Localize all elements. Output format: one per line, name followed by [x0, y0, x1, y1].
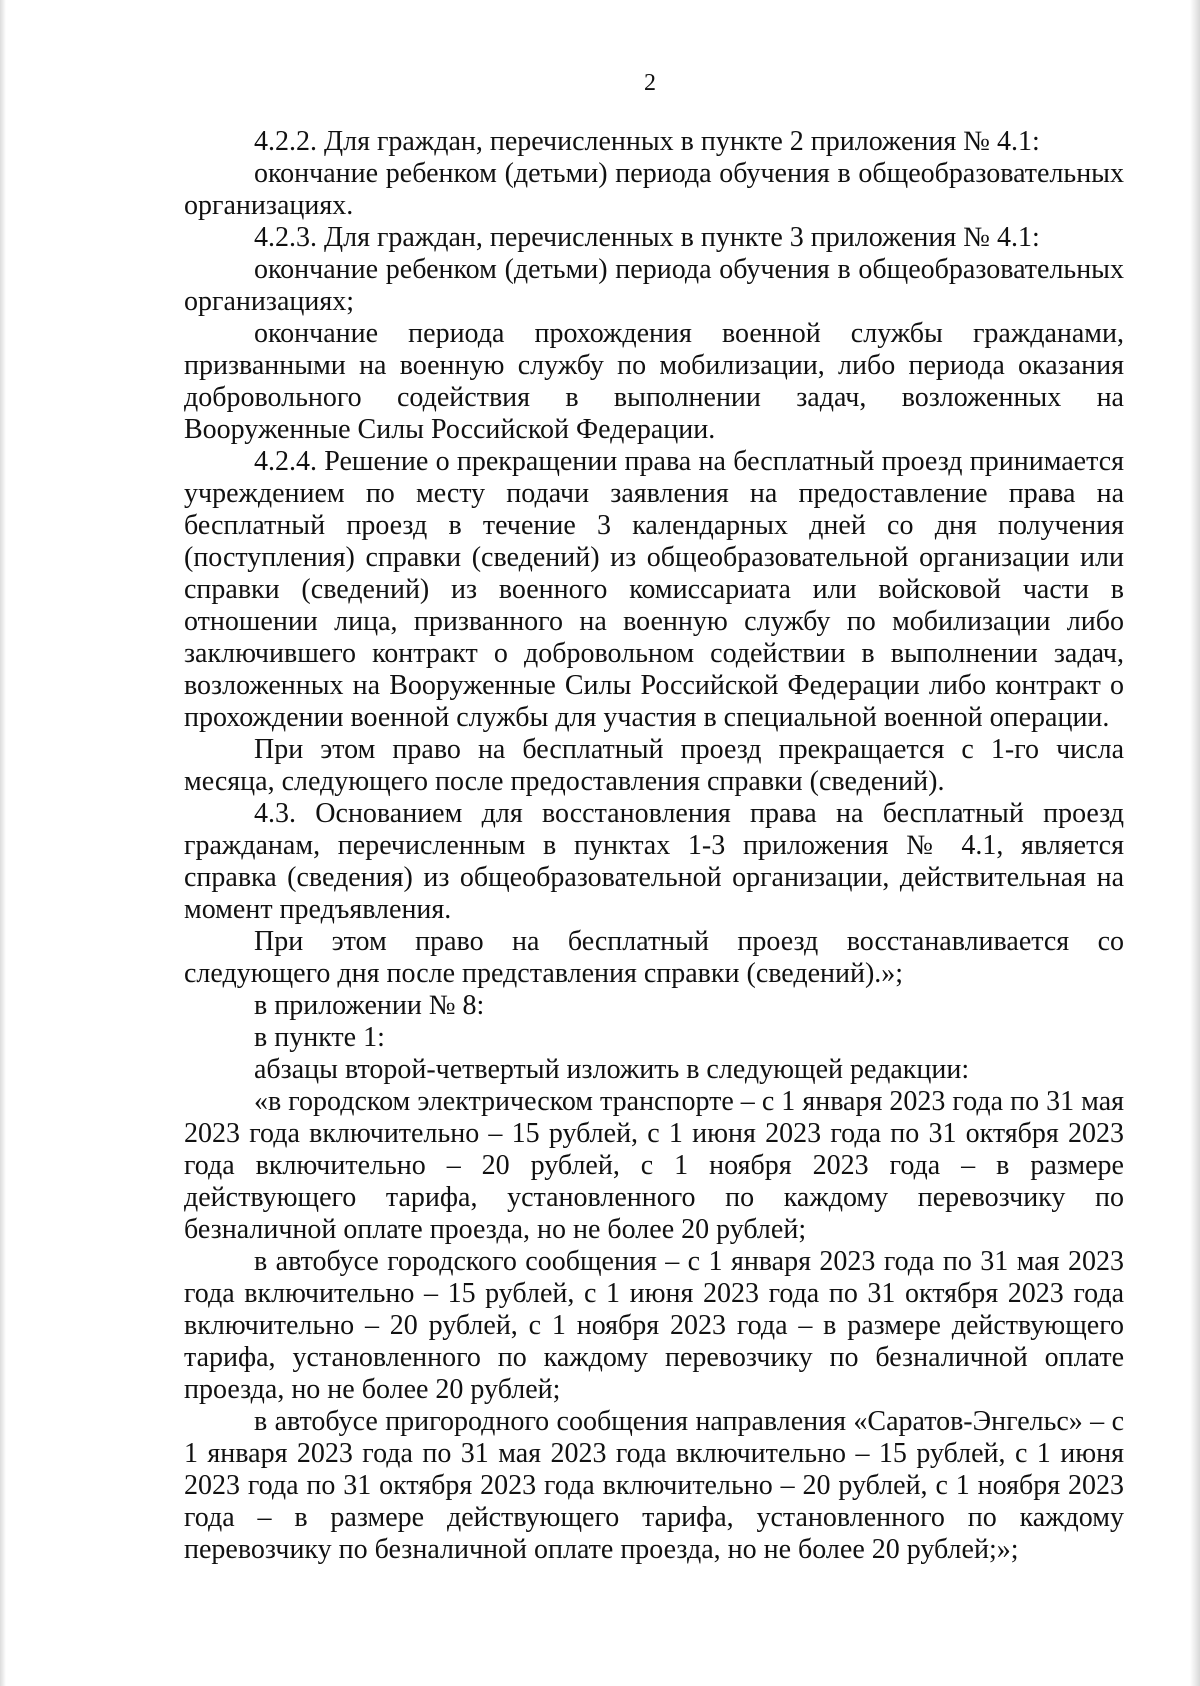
paragraph-tariff-electric: «в городском электрическом транспорте – с 1 января 2023 года по 31 мая 2023 года включительно – 15 рублей, с 1 июня 2023 года по 31 октября 2023 года включительно – 20 рублей, с 1 ноября 2023 года – в размере действующего тарифа, установленного по каждому перевозчику по безналичной оплате проезда, но не более 20 рублей;	[184, 1086, 1124, 1245]
paragraph: окончание периода прохождения военной службы гражданами, призванными на военную службу по мобилизации, либо периода оказания добровольного содействия в выполнении задач, возложенных на Вооруженные Силы Российской Федерации.	[184, 318, 1124, 445]
paragraph-4-2-2: 4.2.2. Для граждан, перечисленных в пункте 2 приложения № 4.1:	[254, 126, 1040, 157]
document-body	[184, 126, 1124, 1566]
paragraph-tariff-city-bus: в автобусе городского сообщения – с 1 января 2023 года по 31 мая 2023 года включительно – 15 рублей, с 1 июня 2023 года по 31 октября 2023 года включительно – 20 рублей, с 1 ноября 2023 года – в размере действующего тарифа, установленного по каждому перевозчику по безналичной оплате проезда, но не более 20 рублей;	[184, 1246, 1124, 1405]
paragraph-4-2-3: 4.2.3. Для граждан, перечисленных в пункте 3 приложения № 4.1:	[254, 222, 1040, 253]
paragraph-4-3: 4.3. Основанием для восстановления права на бесплатный проезд гражданам, перечисленным в пунктах 1-3 приложения № 4.1, является справка (сведения) из общеобразовательной организации, действительная на момент предъявления.	[184, 798, 1124, 925]
scan-edge-right	[1190, 0, 1200, 1686]
paragraph: При этом право на бесплатный проезд прекращается с 1-го числа месяца, следующего после предоставления справки (сведений).	[184, 734, 1124, 797]
paragraph: в приложении № 8:	[254, 990, 485, 1021]
paragraph: окончание ребенком (детьми) периода обучения в общеобразовательных организациях;	[184, 254, 1124, 317]
paragraph: абзацы второй-четвертый изложить в следующей редакции:	[254, 1054, 970, 1085]
paragraph: в пункте 1:	[254, 1022, 385, 1053]
page-number: 2	[644, 70, 656, 96]
paragraph: окончание ребенком (детьми) периода обучения в общеобразовательных организациях.	[184, 158, 1124, 221]
scan-edge-left	[0, 0, 6, 1686]
paragraph-tariff-suburban-bus: в автобусе пригородного сообщения направления «Саратов-Энгельс» – с 1 января 2023 года по 31 мая 2023 года включительно – 15 рублей, с 1 июня 2023 года по 31 октября 2023 года включительно – 20 рублей, с 1 ноября 2023 года – в размере действующего тарифа, установленного по каждому перевозчику по безналичной оплате проезда, но не более 20 рублей;»;	[184, 1406, 1124, 1565]
paragraph: При этом право на бесплатный проезд восстанавливается со следующего дня после представления справки (сведений).»;	[184, 926, 1124, 989]
paragraph-4-2-4: 4.2.4. Решение о прекращении права на бесплатный проезд принимается учреждением по месту подачи заявления на предоставление права на бесплатный проезд в течение 3 календарных дней со дня получения (поступления) справки (сведений) из общеобразовательной организации или справки (сведений) из военного комиссариата или войсковой части в отношении лица, призванного на военную службу по мобилизации либо заключившего контракт о добровольном содействии в выполнении задач, возложенных на Вооруженные Силы Российской Федерации либо контракт о прохождении военной службы для участия в специальной военной операции.	[184, 446, 1124, 733]
